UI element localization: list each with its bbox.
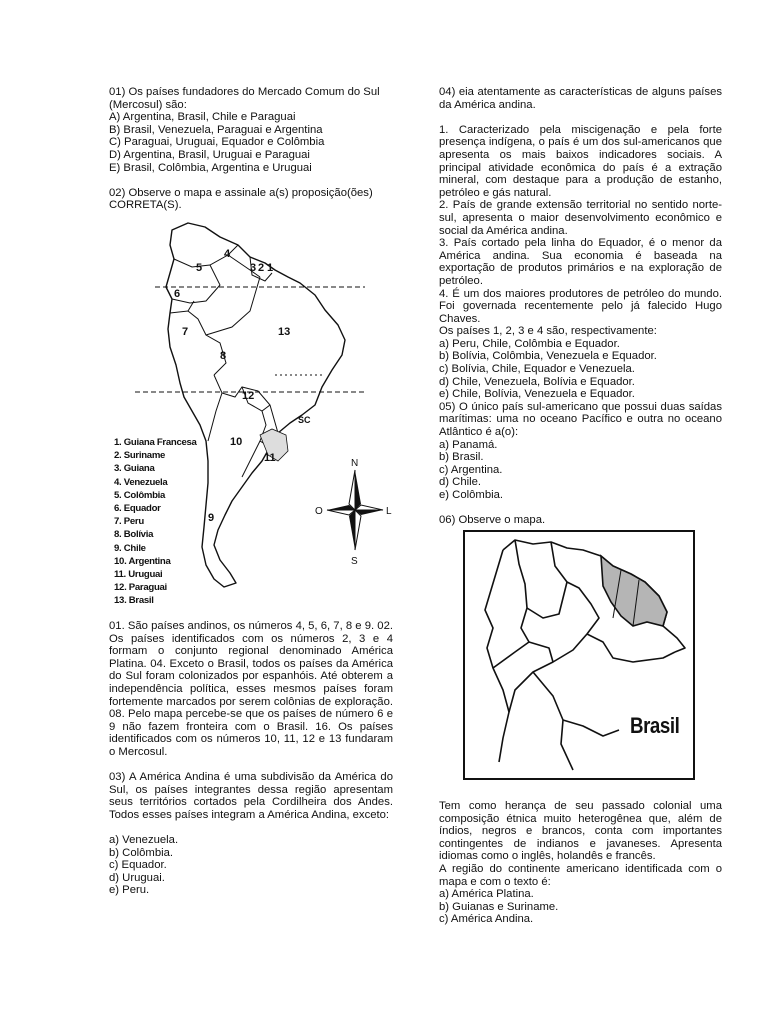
compass-l: L: [386, 506, 392, 517]
right-column: [439, 86, 722, 527]
q4-item-4: 4. É um dos maiores produtores de petróleo do mundo. Foi governada recentemente pelo já falecido Hugo Chaves.: [439, 287, 722, 325]
map-number-6: 6: [174, 288, 181, 300]
guianas-map: [463, 530, 695, 780]
map-legend: [114, 436, 197, 608]
map-number-9: 9: [208, 512, 215, 524]
q3-option-c: c) Equador.: [109, 859, 167, 872]
left-column-lower: [109, 620, 393, 897]
map-number-10: 10: [230, 436, 243, 448]
legend-item: 1. Guiana Francesa: [114, 437, 197, 448]
legend-item: 10. Argentina: [114, 555, 171, 567]
q4-option-b: b) Bolívia, Colômbia, Venezuela e Equador.: [439, 350, 657, 363]
q1-option-c: C) Paraguai, Uruguai, Equador e Colômbia: [109, 136, 325, 149]
q3-option-a: a) Venezuela.: [109, 834, 179, 847]
q6-option-c: c) América Andina.: [439, 913, 534, 926]
q2-stem-line1: 02) Observe o mapa e assinale a(s) proposição(ões): [109, 186, 373, 199]
compass-rose-icon: [315, 458, 392, 567]
q3-option-d: d) Uruguai.: [109, 871, 165, 884]
q4-option-a: a) Peru, Chile, Colômbia e Equador.: [439, 337, 620, 350]
map-number-12: 12: [242, 390, 255, 402]
q6-option-a: a) América Platina.: [439, 888, 534, 901]
map-number-7: 7: [182, 326, 189, 338]
q1-stem-line2: (Mercosul) são:: [109, 98, 187, 111]
legend-item: 5. Colômbia: [114, 489, 166, 501]
q6-stem: 06) Observe o mapa.: [439, 514, 546, 527]
q4-option-c: c) Bolívia, Chile, Equador e Venezuela.: [439, 363, 635, 376]
q4-item-3: 3. País cortado pela linha do Equador, é o menor da América andina. Sua economia é baseada na exportação de produtos primários e na exploração de petróleo.: [439, 237, 722, 287]
q4-question: Os países 1, 2, 3 e 4 são, respectivamente:: [439, 325, 657, 338]
legend-item: 4. Venezuela: [114, 476, 168, 488]
q4-option-e: e) Chile, Bolívia, Venezuela e Equador.: [439, 388, 635, 401]
left-column: [109, 86, 393, 212]
q5-option-a: a) Panamá.: [439, 438, 498, 451]
q6-question: A região do continente americano identificada com o mapa e com o texto é:: [439, 862, 722, 888]
legend-item: 2. Suriname: [114, 450, 166, 462]
map-number-5: 5: [196, 262, 203, 274]
q5-option-b: b) Brasil.: [439, 451, 484, 464]
map-label-brasil: Brasil: [630, 713, 680, 738]
legend-item: 7. Peru: [114, 516, 144, 528]
q4-item-2: 2. País de grande extensão territorial no sentido norte-sul, apresenta o maior desenvolvimento econômico e social da América andina.: [439, 199, 722, 237]
map-number-13: 13: [278, 326, 291, 338]
compass-o: O: [315, 506, 323, 517]
q4-stem: 04) eia atentamente as características de alguns países da América andina.: [439, 86, 722, 111]
map-number-4: 4: [224, 248, 231, 260]
q5-option-d: d) Chile.: [439, 476, 482, 489]
q1-option-d: D) Argentina, Brasil, Uruguai e Paraguai: [109, 148, 310, 161]
q6-text: Tem como herança de seu passado colonial uma composição étnica muito heterogênea que, além de índios, negros e brancos, conta com importantes contingentes de indianos e javaneses. Apresenta idiomas como o inglês, holandês e francês.: [439, 800, 722, 863]
q3-option-e: e) Peru.: [109, 884, 150, 897]
right-column-lower: [439, 800, 722, 926]
q1-option-e: E) Brasil, Colômbia, Argentina e Uruguai: [109, 161, 312, 174]
q5-option-e: e) Colômbia.: [439, 489, 504, 501]
legend-item: 12. Paraguai: [114, 582, 167, 594]
compass-s: S: [351, 556, 358, 567]
map-number-3: 3: [250, 262, 257, 274]
q1-stem-line1: 01) Os países fundadores do Mercado Comum do Sul: [109, 86, 380, 98]
map-label-sc: SC: [298, 415, 311, 425]
q2-propositions: 01. São países andinos, os números 4, 5, 6, 7, 8 e 9. 02. Os países identificados com os números 2, 3 e 4 formam o conjunto regional denominado América Platina. 04. Exceto o Brasil, todos os países da América do Sul foram colonizados por espanhóis. Até obterem a independência política, esses mesmos países foram fortemente marcados por serem colônias de exploração. 08. Pelo mapa percebe-se que os países de número 6 e 9 não fazem fronteira com o Brasil. 16. Os países identificados com os números 10, 11, 12 e 13 fundaram o Mercosul.: [109, 620, 393, 758]
legend-item: 11. Uruguai: [114, 569, 163, 581]
q1-option-a: A) Argentina, Brasil, Chile e Paraguai: [109, 111, 296, 124]
map-number-1: 1: [267, 262, 274, 274]
q6-option-b: b) Guianas e Suriname.: [439, 900, 559, 913]
map-number-11: 11: [264, 452, 276, 464]
q5-stem: 05) O único país sul-americano que possui duas saídas marítimas: uma no oceano Pacífico e outra no oceano Atlântico é a(o):: [439, 400, 722, 439]
q4-item-1: 1. Caracterizado pela miscigenação e pela forte presença indígena, o país é um dos sul-americanos que apresenta os mais baixos indicadores sociais. A principal atividade econômica do país é a extração mineral, com destaque para a produção de estanho, petróleo e gás natural.: [439, 123, 722, 199]
q5-option-c: c) Argentina.: [439, 463, 503, 476]
q3-option-b: b) Colômbia.: [109, 846, 174, 859]
legend-item: 9. Chile: [114, 542, 146, 554]
legend-item: 6. Equador: [114, 503, 161, 515]
legend-item: 3. Guiana: [114, 463, 155, 475]
q4-option-d: d) Chile, Venezuela, Bolívia e Equador.: [439, 375, 635, 388]
legend-item: 13. Brasil: [114, 595, 154, 607]
q1-option-b: B) Brasil, Venezuela, Paraguai e Argentina: [109, 123, 323, 136]
q3-stem: 03) A América Andina é uma subdivisão da América do Sul, os países integrantes dessa região apresentam seus territórios cortados pela Cordilheira dos Andes. Todos esses países integram a América Andina, exceto:: [109, 771, 393, 821]
q2-stem-line2: CORRETA(S).: [109, 199, 182, 212]
map-number-2: 2: [258, 262, 265, 274]
map-number-8: 8: [220, 350, 227, 362]
compass-n: N: [351, 458, 359, 469]
legend-item: 8. Bolívia: [114, 529, 154, 541]
